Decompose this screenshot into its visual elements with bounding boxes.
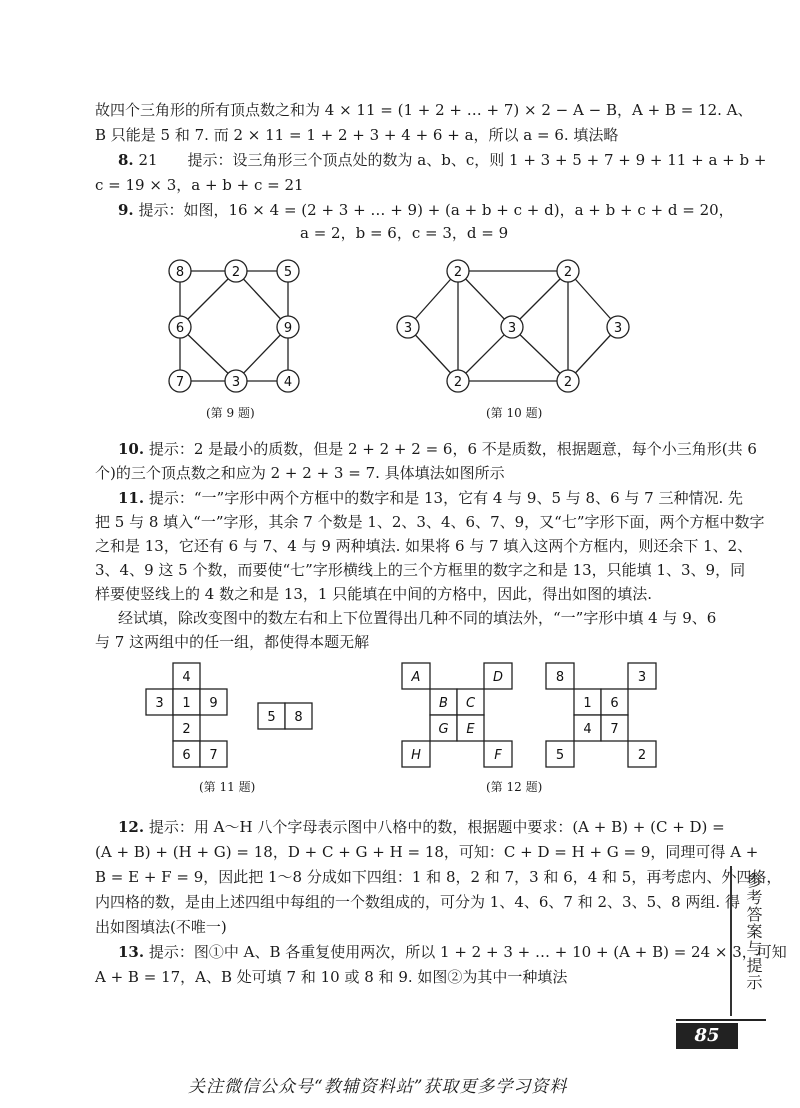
- node-label: 2: [563, 375, 573, 390]
- problem-9: [118, 199, 734, 221]
- node-label: 2: [453, 375, 463, 390]
- node-label: 3: [507, 321, 517, 336]
- node-label: 3: [231, 375, 241, 390]
- text-line: 把 5 与 8 填入“一”字形，其余 7 个数是 1、2、3、4、6、7、9，又“七”字形下面，两个方框中数字: [95, 513, 765, 531]
- problem-10: [118, 438, 757, 460]
- problem-13: [118, 941, 787, 963]
- figure-11-grid: [145, 661, 345, 771]
- figure-11-caption: (第 11 题): [199, 780, 256, 794]
- problem-number: 13.: [118, 943, 145, 961]
- grid-cell: H: [411, 748, 421, 763]
- section-side-tab-label: 参考答案与提示: [744, 872, 763, 991]
- grid-cell: 1: [182, 696, 191, 711]
- text-line: 提示：“一”字形中两个方框中的数字和是 13，它有 4 与 9、5 与 8、6 与 7 三种情况. 先: [144, 489, 744, 507]
- grid-cell: 6: [182, 748, 191, 763]
- grid-cell: 3: [637, 670, 647, 685]
- problem-number: 10.: [118, 440, 145, 458]
- grid-cell: 3: [155, 696, 164, 711]
- problem-8: [118, 149, 766, 171]
- grid-cell: F: [494, 748, 502, 763]
- figure-10-caption: (第 10 题): [486, 406, 543, 420]
- text-line: 提示：如图，16 × 4 = (2 + 3 + … + 9) + (a + b + c + d)，a + b + c + d = 20，: [133, 201, 734, 219]
- grid-cell: G: [438, 722, 449, 737]
- problem-number: 11.: [118, 489, 145, 507]
- text-line: 提示：图①中 A、B 各重复使用两次，所以 1 + 2 + 3 + … + 10 + (A + B) = 24 × 3，可知: [144, 943, 787, 961]
- text-line: 与 7 这两组中的任一组，都使得本题无解: [95, 633, 370, 651]
- grid-cell: E: [466, 722, 475, 737]
- node-label: 9: [283, 321, 293, 336]
- grid-cell: 4: [182, 670, 191, 685]
- text-line: 21 提示：设三角形三个顶点处的数为 a、b、c，则 1 + 3 + 5 + 7 + 9 + 11 + a + b +: [133, 151, 767, 169]
- text-line: 内四格的数，是由上述四组中每组的一个数组成的，可分为 1、4、6、7 和 2、3、5、8 两组. 得: [95, 893, 740, 911]
- node-label: 5: [283, 265, 293, 280]
- text-line: 故四个三角形的所有顶点数之和为 4 × 11 = (1 + 2 + … + 7) × 2 − A − B，A + B = 12. A、: [95, 101, 753, 119]
- section-side-tab: [730, 866, 772, 1016]
- grid-cell: 6: [610, 696, 619, 711]
- node-label: 2: [453, 265, 463, 280]
- grid-cell: D: [492, 670, 504, 685]
- grid-cell: 2: [182, 722, 191, 737]
- node-label: 4: [283, 375, 293, 390]
- text-line: c = 19 × 3，a + b + c = 21: [95, 176, 304, 194]
- node-label: 7: [175, 375, 185, 390]
- problem-number: 8.: [118, 151, 134, 169]
- text-line: 个)的三个顶点数之和应为 2 + 2 + 3 = 7. 具体填法如图所示: [95, 464, 505, 482]
- figure-12-caption: (第 12 题): [486, 780, 543, 794]
- problem-number: 12.: [118, 818, 145, 836]
- text-line: 出如图填法(不唯一): [95, 918, 227, 936]
- figure-12-grids: [400, 661, 680, 771]
- node-label: 2: [231, 265, 241, 280]
- grid-cell: 7: [209, 748, 218, 763]
- text-line: B = E + F = 9，因此把 1～8 分成如下四组：1 和 8，2 和 7，3 和 6，4 和 5，再考虑内、外四格，: [95, 868, 782, 886]
- grid-cell: 8: [555, 670, 565, 685]
- node-label: 8: [175, 265, 185, 280]
- text-line: B 只能是 5 和 7. 而 2 × 11 = 1 + 2 + 3 + 4 + 6 + a，所以 a = 6. 填法略: [95, 126, 619, 144]
- node-label: 6: [175, 321, 185, 336]
- grid-cell: 5: [267, 710, 276, 725]
- figure-10-graph: [390, 256, 640, 401]
- figure-9-caption: (第 9 题): [206, 406, 255, 420]
- problem-11: [118, 487, 743, 509]
- problem-12: [118, 816, 725, 838]
- grid-cell: 8: [294, 710, 303, 725]
- text-line: 之和是 13，它还有 6 与 7、4 与 9 两种填法. 如果将 6 与 7 填入这两个方框内，则还余下 1、2、: [95, 537, 753, 555]
- figure-9-graph: [158, 256, 318, 401]
- node-label: 2: [563, 265, 573, 280]
- footer-note: 关注微信公众号“教辅资料站”获取更多学习资料: [188, 1077, 568, 1097]
- page-number: 85: [676, 1023, 738, 1049]
- grid-cell: 7: [610, 722, 619, 737]
- grid-cell: 2: [637, 748, 647, 763]
- grid-cell: C: [465, 696, 476, 711]
- grid-cell: 9: [209, 696, 218, 711]
- grid-cell: 1: [583, 696, 592, 711]
- grid-cell: B: [439, 696, 448, 711]
- text-line: 提示：用 A～H 八个字母表示图中八格中的数，根据题中要求：(A + B) + (C + D) =: [144, 818, 725, 836]
- text-line: A + B = 17，A、B 处可填 7 和 10 或 8 和 9. 如图②为其中一种填法: [95, 968, 568, 986]
- text-line: 样要使竖线上的 4 数之和是 13，1 只能填在中间的方格中，因此，得出如图的填法.: [95, 585, 653, 603]
- node-label: 3: [403, 321, 413, 336]
- problem-number: 9.: [118, 201, 134, 219]
- grid-cell: 5: [555, 748, 565, 763]
- node-label: 3: [613, 321, 623, 336]
- text-line: 3、4、9 这 5 个数，而要使“七”字形横线上的三个方框里的数字之和是 13，只能填 1、3、9，同: [95, 561, 746, 579]
- page-number-rule: [676, 1019, 766, 1021]
- text-line: 经试填，除改变图中的数左右和上下位置得出几种不同的填法外，“一”字形中填 4 与 9、6: [118, 609, 717, 627]
- grid-cell: A: [411, 670, 421, 685]
- text-line: 提示：2 是最小的质数，但是 2 + 2 + 2 = 6，6 不是质数，根据题意，每个小三角形(共 6: [144, 440, 757, 458]
- text-line: a = 2，b = 6，c = 3，d = 9: [300, 224, 509, 242]
- grid-cell: 4: [583, 722, 592, 737]
- text-line: (A + B) + (H + G) = 18，D + C + G + H = 18，可知：C + D = H + G = 9，同理可得 A +: [95, 843, 759, 861]
